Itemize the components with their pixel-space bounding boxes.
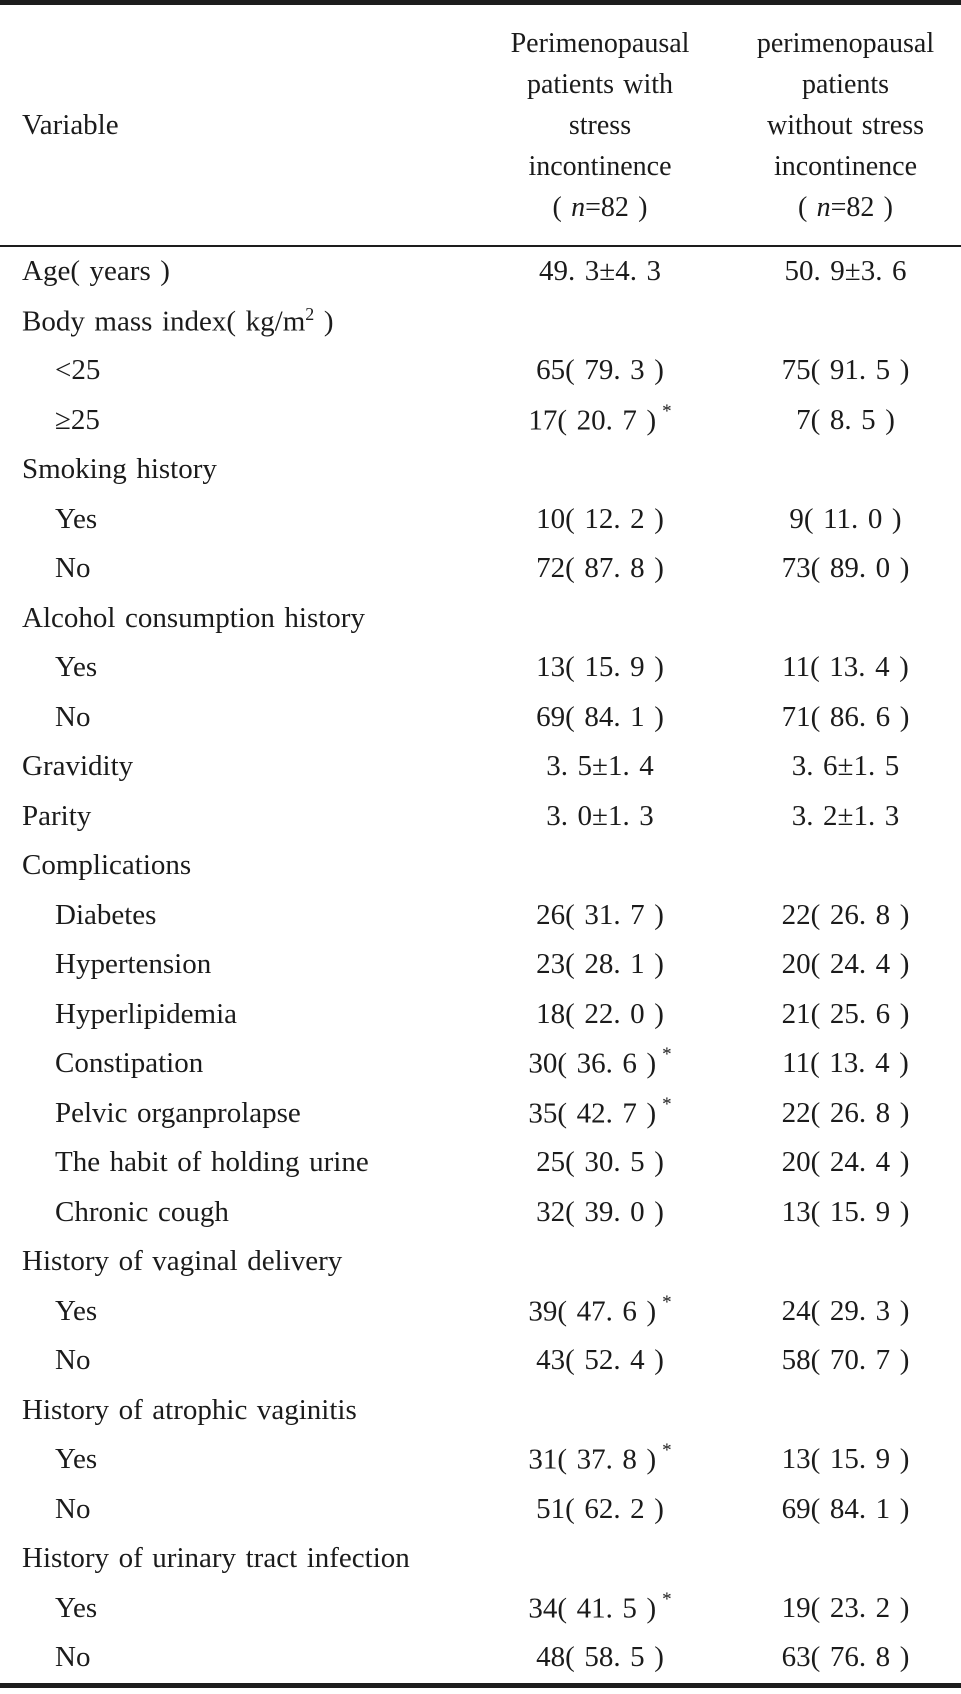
table-row	[0, 1188, 961, 1238]
value-with-stress-incontinence: 72( 87. 8 )	[536, 552, 664, 585]
column-header-variable: Variable	[0, 5, 470, 246]
value-without-stress-incontinence: 3. 2±1. 3	[791, 799, 900, 832]
table-row	[0, 891, 961, 941]
value-with-stress-incontinence: 51( 62. 2 )	[536, 1492, 664, 1525]
value-with-stress-incontinence: 35( 42. 7 ) *	[528, 1093, 672, 1130]
significance-asterisk: *	[662, 1440, 672, 1462]
value-without-stress-incontinence: 21( 25. 6 )	[781, 997, 910, 1030]
row-label: Alcohol consumption history	[22, 601, 365, 634]
value-with-stress-incontinence: 17( 20. 7 ) *	[528, 400, 672, 437]
row-label: Pelvic organprolapse	[55, 1096, 301, 1129]
significance-asterisk: *	[662, 1044, 672, 1066]
table-row	[0, 346, 961, 396]
value-without-stress-incontinence	[730, 594, 961, 644]
table-row	[0, 1534, 961, 1584]
value-with-stress-incontinence: 69( 84. 1 )	[536, 700, 664, 733]
significance-asterisk: *	[662, 1588, 672, 1610]
table-row	[0, 940, 961, 990]
value-without-stress-incontinence: 19( 23. 2 )	[781, 1591, 910, 1624]
table-row	[0, 1336, 961, 1386]
value-with-stress-incontinence: 30( 36. 6 ) *	[528, 1044, 672, 1081]
value-with-stress-incontinence: 31( 37. 8 ) *	[528, 1440, 672, 1477]
row-label: No	[55, 1344, 91, 1377]
value-without-stress-incontinence: 63( 76. 8 )	[781, 1641, 910, 1674]
value-without-stress-incontinence	[730, 841, 961, 891]
table-row	[0, 1089, 961, 1139]
value-with-stress-incontinence	[470, 297, 730, 347]
row-label: No	[55, 1492, 91, 1525]
row-label: Constipation	[55, 1047, 204, 1080]
value-with-stress-incontinence	[470, 1237, 730, 1287]
value-with-stress-incontinence: 26( 31. 7 )	[536, 898, 664, 931]
value-without-stress-incontinence: 73( 89. 0 )	[781, 552, 910, 585]
value-with-stress-incontinence	[470, 841, 730, 891]
baseline-characteristics-table	[0, 5, 961, 1683]
table-row	[0, 1584, 961, 1634]
value-without-stress-incontinence: 13( 15. 9 )	[781, 1195, 910, 1228]
table-body	[0, 246, 961, 1683]
value-with-stress-incontinence: 49. 3±4. 3	[538, 255, 662, 288]
value-with-stress-incontinence: 34( 41. 5 ) *	[528, 1588, 672, 1625]
value-with-stress-incontinence: 39( 47. 6 ) *	[528, 1291, 672, 1328]
table-row	[0, 1485, 961, 1535]
table-row	[0, 792, 961, 842]
table-row	[0, 841, 961, 891]
row-label: Complications	[22, 849, 192, 882]
value-with-stress-incontinence	[470, 1534, 730, 1584]
row-label: Body mass index( $kg/m^2$ )	[22, 303, 334, 338]
value-with-stress-incontinence	[470, 594, 730, 644]
value-without-stress-incontinence: 22( 26. 8 )	[781, 898, 910, 931]
row-label: History of urinary tract infection	[22, 1542, 410, 1575]
value-with-stress-incontinence: 3. 5±1. 4	[546, 750, 654, 783]
value-with-stress-incontinence: 23( 28. 1 )	[536, 948, 664, 981]
value-with-stress-incontinence: 65( 79. 3 )	[536, 354, 664, 387]
value-without-stress-incontinence: 20( 24. 4 )	[781, 1146, 910, 1179]
table-row	[0, 1237, 961, 1287]
table-row	[0, 297, 961, 347]
value-without-stress-incontinence: 9( 11. 0 )	[789, 502, 902, 535]
row-label: Gravidity	[22, 750, 134, 783]
column-header-with-stress-incontinence: Perimenopausal patients with stress incontinence ( n=82 )	[470, 5, 730, 246]
value-without-stress-incontinence: 22( 26. 8 )	[781, 1096, 910, 1129]
value-with-stress-incontinence: 32( 39. 0 )	[536, 1195, 664, 1228]
row-label: Yes	[55, 1591, 98, 1624]
value-without-stress-incontinence	[730, 1237, 961, 1287]
table-row	[0, 1435, 961, 1485]
value-without-stress-incontinence: 71( 86. 6 )	[781, 700, 910, 733]
row-label: Yes	[55, 1294, 98, 1327]
value-with-stress-incontinence	[470, 1386, 730, 1436]
row-label: History of atrophic vaginitis	[22, 1393, 357, 1426]
value-without-stress-incontinence: 7( 8. 5 )	[796, 403, 895, 436]
row-label: History of vaginal delivery	[22, 1245, 343, 1278]
row-label: Diabetes	[55, 898, 157, 931]
row-label: No	[55, 1641, 91, 1674]
value-with-stress-incontinence: 43( 52. 4 )	[536, 1344, 664, 1377]
significance-asterisk: *	[662, 1291, 672, 1313]
row-label: No	[55, 700, 91, 733]
value-without-stress-incontinence	[730, 1386, 961, 1436]
table-header	[0, 5, 961, 246]
column-header-without-stress-incontinence: perimenopausal patients without stress incontinence ( n=82 )	[730, 5, 961, 246]
value-with-stress-incontinence: 10( 12. 2 )	[536, 502, 664, 535]
value-with-stress-incontinence: 25( 30. 5 )	[536, 1146, 664, 1179]
value-with-stress-incontinence: 48( 58. 5 )	[536, 1641, 664, 1674]
value-without-stress-incontinence: 24( 29. 3 )	[781, 1294, 910, 1327]
table-row	[0, 1138, 961, 1188]
header-row	[0, 5, 961, 246]
row-label: Hypertension	[55, 948, 212, 981]
value-with-stress-incontinence	[470, 445, 730, 495]
value-without-stress-incontinence: 11( 13. 4 )	[782, 651, 909, 684]
value-without-stress-incontinence: 11( 13. 4 )	[782, 1047, 909, 1080]
value-without-stress-incontinence: 75( 91. 5 )	[781, 354, 910, 387]
value-without-stress-incontinence	[730, 445, 961, 495]
value-with-stress-incontinence: 13( 15. 9 )	[536, 651, 664, 684]
row-label: Chronic cough	[55, 1195, 229, 1228]
table-row	[0, 445, 961, 495]
value-without-stress-incontinence	[730, 297, 961, 347]
value-without-stress-incontinence: 20( 24. 4 )	[781, 948, 910, 981]
row-label: Age( years )	[22, 255, 170, 288]
value-with-stress-incontinence: 3. 0±1. 3	[546, 799, 654, 832]
row-label: ≥25	[55, 403, 100, 436]
table-bottom-rule	[0, 1683, 961, 1688]
value-without-stress-incontinence: 69( 84. 1 )	[781, 1492, 910, 1525]
table-row	[0, 693, 961, 743]
significance-asterisk: *	[662, 400, 672, 422]
value-with-stress-incontinence: 18( 22. 0 )	[536, 997, 664, 1030]
row-label: Hyperlipidemia	[55, 997, 238, 1030]
row-label: Yes	[55, 502, 98, 535]
table-row	[0, 495, 961, 545]
row-label: Parity	[22, 799, 92, 832]
table-row	[0, 742, 961, 792]
row-label: Yes	[55, 1443, 98, 1476]
row-label: No	[55, 552, 91, 585]
table-row	[0, 990, 961, 1040]
table-row	[0, 1287, 961, 1337]
table-row	[0, 643, 961, 693]
value-without-stress-incontinence: 58( 70. 7 )	[781, 1344, 910, 1377]
table-row	[0, 594, 961, 644]
row-label: <25	[55, 354, 101, 387]
value-without-stress-incontinence: 3. 6±1. 5	[791, 750, 900, 783]
table-row	[0, 544, 961, 594]
value-without-stress-incontinence	[730, 1534, 961, 1584]
significance-asterisk: *	[662, 1093, 672, 1115]
value-without-stress-incontinence: 50. 9±3. 6	[784, 255, 907, 288]
table-row	[0, 1039, 961, 1089]
table-row	[0, 1386, 961, 1436]
value-without-stress-incontinence: 13( 15. 9 )	[781, 1443, 910, 1476]
table-row	[0, 1633, 961, 1683]
row-label: The habit of holding urine	[55, 1146, 369, 1179]
table-row	[0, 396, 961, 446]
table-row	[0, 246, 961, 297]
row-label: Yes	[55, 651, 98, 684]
row-label: Smoking history	[22, 453, 217, 486]
